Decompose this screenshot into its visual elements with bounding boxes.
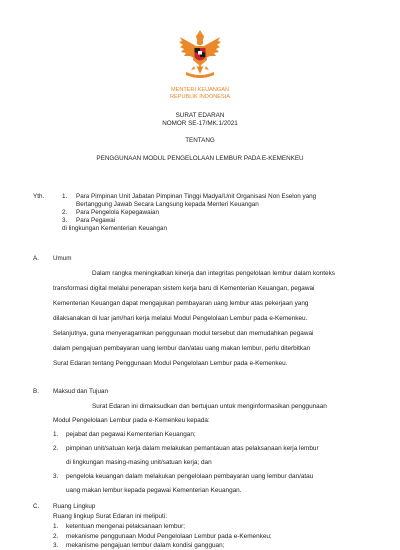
paragraph-line: Kementerian Keuangan dapat mengajukan pembayaran uang lembur atas pekerjaan yang [53, 300, 309, 307]
paragraph-line: dilaksanakan di luar jam/hari kerja melalui Modul Pengelolaan Lembur pada e-Kemenkeu. [53, 315, 308, 322]
addressee-text: Para Pegawai [76, 217, 116, 224]
list-number: 2. [53, 445, 59, 452]
list-item-text: ketentuan mengenai pelaksanaan lembur; [66, 523, 186, 530]
section-label: C. [33, 503, 40, 510]
section-title: Maksud dan Tujuan [53, 388, 108, 395]
section-label: A. [33, 255, 39, 262]
list-item-text: mekanisme pengajuan lembur dalam kondisi gangguan; [66, 542, 225, 549]
list-number: 3. [53, 473, 59, 480]
section-title: Ruang Lingkup [53, 503, 96, 510]
document-subject: PENGGUNAAN MODUL PENGELOLAAN LEMBUR PADA E-KEMENKEU [96, 155, 304, 162]
list-item-text: mekanisme penggunaan Modul Pengelolaan Lembur pada e-Kemenkeu; [66, 533, 272, 540]
paragraph-line: Modul Pengelolaan Lembur pada e-Kemenkeu kepada: [53, 417, 210, 424]
document-type: SURAT EDARAN [175, 112, 225, 119]
list-item-text: uang makan lembur kepada pegawai Kementerian Keuangan. [66, 487, 242, 494]
paragraph-line: dalam pengajuan pembayaran uang lembur dan/atau uang makan lembur, perlu diterbitkan [53, 345, 311, 352]
list-item-text: di lingkungan masing-masing unit/satuan kerja; dan [66, 459, 212, 466]
list-item-text: pejabat dan pegawai Kementerian Keuangan; [66, 431, 196, 438]
addressee-number: 2. [62, 209, 68, 216]
section-label: B. [33, 388, 39, 395]
list-number: 3. [53, 542, 59, 549]
section-title: Umum [53, 255, 72, 262]
list-number: 2. [53, 533, 59, 540]
paragraph-line: transformasi digital melalui penerapan sistem kerja baru di Kementerian Keuangan, pegawai [53, 285, 315, 292]
addressee-scope: di lingkungan Kementerian Keuangan [62, 225, 168, 232]
addressee-prefix: Yth. [33, 193, 45, 200]
paragraph-line: Surat Edaran tentang Penggunaan Modul Pengelolaan Lembur pada e-Kemenkeu. [53, 360, 288, 367]
list-number: 1. [53, 523, 59, 530]
garuda-pancasila-emblem [178, 28, 222, 84]
document-about: TENTANG [185, 137, 215, 144]
paragraph-line: Selanjutnya, guna menyeragamkan penggunaan modul tersebut dan memudahkan pegawai [53, 330, 314, 337]
ministry-name-line1: MENTERI KEUANGAN [170, 87, 230, 93]
addressee-text: Bertanggung Jawab Secara Langsung kepada Menteri Keuangan [76, 201, 259, 208]
document-number: NOMOR SE-17/MK.1/2021 [162, 120, 238, 127]
addressee-text: Para Pengelola Kepegawaian [76, 209, 159, 216]
addressee-text: Para Pimpinan Unit Jabatan Pimpinan Tinggi Madya/Unit Organisasi Non Eselon yang [76, 193, 317, 200]
addressee-number: 1. [62, 193, 68, 200]
list-item-text: pimpinan unit/satuan kerja dalam melakukan pemantauan atas pelaksanaan kerja lembur [66, 445, 319, 452]
list-number: 1. [53, 431, 59, 438]
list-item-text: pengelola keuangan dalam melakukan pengelolaan pembayaran uang lembur dan/atau [66, 473, 314, 480]
ministry-name-line2: REPUBLIK INDONESIA [170, 94, 230, 100]
paragraph-line: Surat Edaran ini dimaksudkan dan bertujuan untuk menginformasikan penggunaan [92, 403, 327, 410]
paragraph-line: Ruang lingkup Surat Edaran ini meliputi: [53, 513, 168, 520]
addressee-number: 3. [62, 217, 68, 224]
paragraph-line: Dalam rangka meningkatkan kinerja dan integritas pengelolaan lembur dalam konteks [92, 270, 335, 277]
